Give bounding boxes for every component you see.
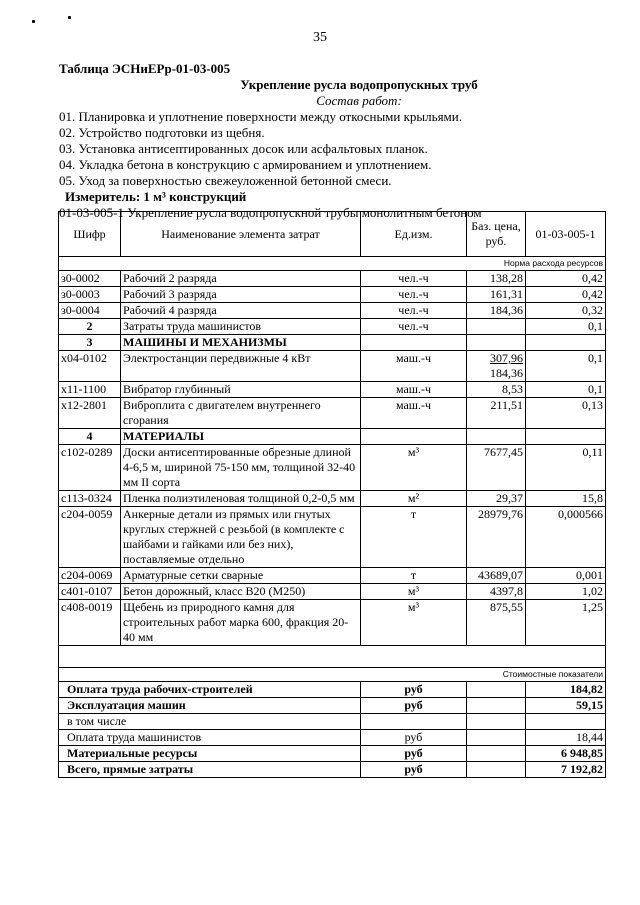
table-row: [59, 398, 606, 429]
column-header-norm: 01-03-005-1: [526, 212, 606, 257]
empty-cell: [467, 746, 526, 762]
cell-norm: 1,02: [526, 584, 606, 600]
cell-unit: маш.-ч: [361, 382, 467, 398]
cell-unit: м²: [361, 491, 467, 507]
table-row: [59, 584, 606, 600]
summary-label: Эксплуатация машин: [59, 698, 361, 714]
cell-norm: 0,001: [526, 568, 606, 584]
cell-name: Виброплита с двигателем внутреннего сгорания: [121, 398, 361, 429]
summary-row-including: [59, 714, 606, 730]
cell-unit: т: [361, 507, 467, 568]
cell-price: [467, 351, 526, 382]
summary-label: Материальные ресурсы: [59, 746, 361, 762]
norms-subheader: Норма расхода ресурсов: [59, 257, 606, 271]
cell-unit: т: [361, 568, 467, 584]
work-item: 05. Уход за поверхностью свежеуложенной бетонной смеси.: [59, 173, 392, 188]
spacer-cell: [59, 646, 606, 668]
cell-price: 875,55: [467, 600, 526, 646]
section-row: [59, 429, 606, 445]
cell-price: 8,53: [467, 382, 526, 398]
table-code: Таблица ЭСНиЕРр-01-03-005: [59, 61, 231, 76]
empty-cell: [526, 714, 606, 730]
cell-unit: маш.-ч: [361, 351, 467, 382]
scan-speck: [32, 20, 35, 23]
cell-price: 7677,45: [467, 445, 526, 491]
price-secondary: 184,36: [490, 366, 523, 380]
empty-cell: [361, 429, 467, 445]
summary-row-machinists: [59, 730, 606, 746]
cell-unit: маш.-ч: [361, 398, 467, 429]
cell-name: Вибратор глубинный: [121, 382, 361, 398]
cell-code: х12-2801: [59, 398, 121, 429]
summary-row-machines: [59, 698, 606, 714]
summary-label: Оплата труда рабочих-строителей: [59, 682, 361, 698]
cell-code: с204-0069: [59, 568, 121, 584]
cell-norm: 0,42: [526, 271, 606, 287]
composition-label: Состав работ:: [316, 93, 402, 108]
table-row: [59, 382, 606, 398]
cell-price: [467, 319, 526, 335]
scan-speck: [68, 16, 71, 19]
empty-cell: [467, 698, 526, 714]
empty-cell: [526, 335, 606, 351]
empty-cell: [467, 429, 526, 445]
cell-norm: 0,1: [526, 319, 606, 335]
cell-price: 138,28: [467, 271, 526, 287]
summary-value: 59,15: [526, 698, 606, 714]
cell-code: з0-0003: [59, 287, 121, 303]
cell-norm: 0,32: [526, 303, 606, 319]
cell-code: х04-0102: [59, 351, 121, 382]
table-row: [59, 568, 606, 584]
summary-row-total: [59, 762, 606, 778]
cell-name: Щебень из природного камня для строительных работ марка 600, фракция 20-40 мм: [121, 600, 361, 646]
cell-norm: 0,13: [526, 398, 606, 429]
empty-cell: [526, 429, 606, 445]
cell-code: х11-1100: [59, 382, 121, 398]
cell-unit: чел.-ч: [361, 303, 467, 319]
section-code: 3: [59, 335, 121, 351]
cost-subheader-row: [59, 668, 606, 682]
work-item: 03. Установка антисептированных досок или асфальтовых планок.: [59, 141, 428, 156]
section-title: МАШИНЫ И МЕХАНИЗМЫ: [121, 335, 361, 351]
table-title: Укрепление русла водопропускных труб: [240, 77, 478, 92]
cell-code: с113-0324: [59, 491, 121, 507]
table-row: [59, 271, 606, 287]
section-title: МАТЕРИАЛЫ: [121, 429, 361, 445]
table-row: [59, 600, 606, 646]
cell-code: с102-0289: [59, 445, 121, 491]
empty-cell: [467, 714, 526, 730]
empty-cell: [467, 730, 526, 746]
cell-name: Бетон дорожный, класс В20 (М250): [121, 584, 361, 600]
cell-price: 184,36: [467, 303, 526, 319]
cell-norm: 0,42: [526, 287, 606, 303]
cell-price: 211,51: [467, 398, 526, 429]
summary-note: в том числе: [59, 714, 361, 730]
work-item: 04. Укладка бетона в конструкцию с армированием и уплотнением.: [59, 157, 432, 172]
cell-name: Затраты труда машинистов: [121, 319, 361, 335]
summary-row-labor: [59, 682, 606, 698]
cost-subheader: Стоимостные показатели: [59, 668, 606, 682]
column-header-code: Шифр: [59, 212, 121, 257]
cell-norm: 15,8: [526, 491, 606, 507]
summary-unit: руб: [361, 682, 467, 698]
cell-unit: м³: [361, 584, 467, 600]
cell-name: Анкерные детали из прямых или гнутых круглых стержней с резьбой (в комплекте с шайбами и гайками или без них), поставляемые отдельно: [121, 507, 361, 568]
cell-price: 28979,76: [467, 507, 526, 568]
summary-value: 18,44: [526, 730, 606, 746]
summary-label: Оплата труда машинистов: [59, 730, 361, 746]
cost-table: [58, 211, 606, 778]
summary-unit: руб: [361, 730, 467, 746]
price-primary: 307,96: [490, 351, 523, 365]
cell-name: Рабочий 3 разряда: [121, 287, 361, 303]
cell-code: с408-0019: [59, 600, 121, 646]
cell-name: Пленка полиэтиленовая толщиной 0,2-0,5 мм: [121, 491, 361, 507]
norms-subheader-row: [59, 257, 606, 271]
table-row: [59, 351, 606, 382]
table-row: [59, 287, 606, 303]
table-row: [59, 303, 606, 319]
section-row: [59, 335, 606, 351]
cell-norm: 0,1: [526, 382, 606, 398]
summary-row-materials: [59, 746, 606, 762]
empty-cell: [467, 762, 526, 778]
cell-code: с204-0059: [59, 507, 121, 568]
cell-price: 43689,07: [467, 568, 526, 584]
cell-norm: 0,11: [526, 445, 606, 491]
summary-unit: руб: [361, 762, 467, 778]
empty-cell: [361, 335, 467, 351]
cell-name: Электростанции передвижные 4 кВт: [121, 351, 361, 382]
cell-unit: чел.-ч: [361, 287, 467, 303]
summary-label: Всего, прямые затраты: [59, 762, 361, 778]
table-row: [59, 445, 606, 491]
empty-cell: [467, 682, 526, 698]
summary-value: 184,82: [526, 682, 606, 698]
cell-code: з0-0002: [59, 271, 121, 287]
cell-price: 4397,8: [467, 584, 526, 600]
work-item: 02. Устройство подготовки из щебня.: [59, 125, 265, 140]
cell-name: Рабочий 2 разряда: [121, 271, 361, 287]
summary-value: 7 192,82: [526, 762, 606, 778]
subsection-title: 01-03-005-1 Укрепление русла водопропускной трубы монолитным бетоном: [59, 205, 482, 220]
cell-norm: 0,1: [526, 351, 606, 382]
summary-unit: руб: [361, 698, 467, 714]
page-number: 35: [313, 30, 327, 45]
empty-cell: [361, 714, 467, 730]
title-block: [59, 61, 619, 221]
cell-norm: 0,000566: [526, 507, 606, 568]
column-header-name: Наименование элемента затрат: [121, 212, 361, 257]
cell-name: Арматурные сетки сварные: [121, 568, 361, 584]
cell-unit: чел.-ч: [361, 319, 467, 335]
section-code: 4: [59, 429, 121, 445]
cell-price: 29,37: [467, 491, 526, 507]
cell-unit: м³: [361, 445, 467, 491]
cell-code: с401-0107: [59, 584, 121, 600]
table-row: [59, 491, 606, 507]
work-item: 01. Планировка и уплотнение поверхности между откосными крыльями.: [59, 109, 462, 124]
cell-norm: 1,25: [526, 600, 606, 646]
cell-name: Доски антисептированные обрезные длиной 4-6,5 м, шириной 75-150 мм, толщиной 32-40 мм II сорта: [121, 445, 361, 491]
cell-code: з0-0004: [59, 303, 121, 319]
cell-code: 2: [59, 319, 121, 335]
empty-cell: [467, 335, 526, 351]
table-header-row: [59, 212, 606, 257]
summary-unit: руб: [361, 746, 467, 762]
spacer-row: [59, 646, 606, 668]
column-header-price: Баз. цена, руб.: [467, 212, 526, 257]
table-row: [59, 507, 606, 568]
summary-value: 6 948,85: [526, 746, 606, 762]
cell-name: Рабочий 4 разряда: [121, 303, 361, 319]
column-header-unit: Ед.изм.: [361, 212, 467, 257]
cell-price: 161,31: [467, 287, 526, 303]
cell-unit: чел.-ч: [361, 271, 467, 287]
cell-unit: м³: [361, 600, 467, 646]
table-row: [59, 319, 606, 335]
meter: Измеритель: 1 м³ конструкций: [65, 189, 247, 204]
